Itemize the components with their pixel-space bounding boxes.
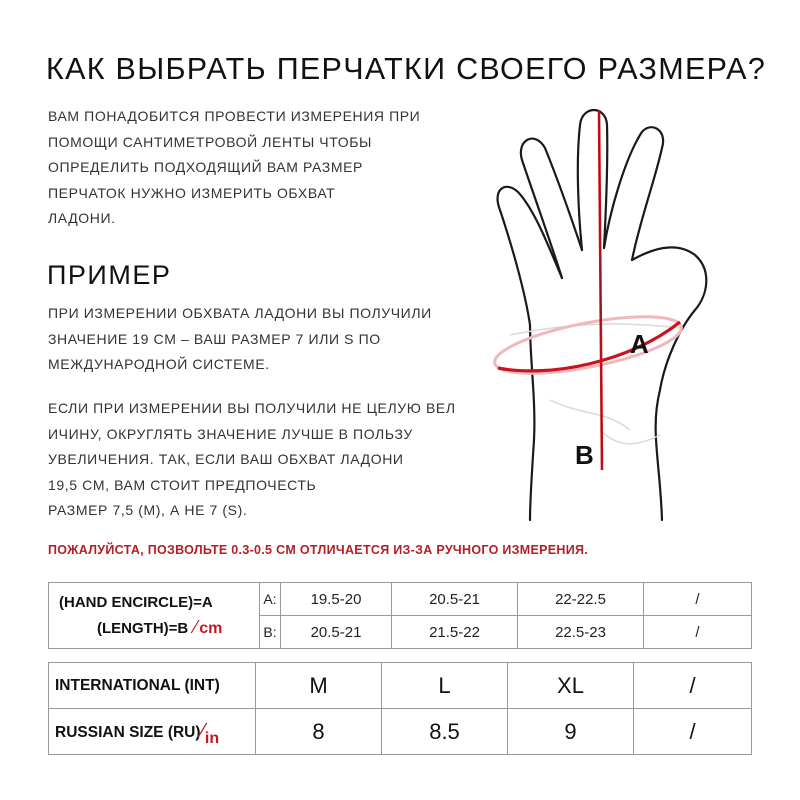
intro-line: ЛАДОНИ.	[48, 210, 116, 227]
table-cell: M	[256, 663, 382, 709]
unit-slash: ⁄	[194, 616, 198, 637]
intro-line: ВАМ ПОНАДОБИТСЯ ПРОВЕСТИ ИЗМЕРЕНИЯ ПРИ	[48, 108, 421, 124]
table-cell: 8.5	[382, 709, 508, 755]
measurement-table	[48, 582, 752, 649]
table-cell: /	[644, 616, 752, 649]
unit-cm-label: cm	[199, 619, 223, 637]
table-cell: 20.5-21	[281, 616, 392, 649]
table-cell: 19.5-20	[281, 583, 392, 616]
label-a: A	[630, 329, 649, 359]
table-cell: 22-22.5	[518, 583, 644, 616]
table-cell: /	[634, 663, 752, 709]
header-length-label: (LENGTH)=B	[97, 619, 189, 637]
unit-in-label: in	[204, 730, 220, 747]
table-cell: 9	[508, 709, 634, 755]
table-cell: 20.5-21	[392, 583, 518, 616]
table-cell: /	[644, 583, 752, 616]
table-cell: 8	[256, 709, 382, 755]
table-cell: XL	[508, 663, 634, 709]
table-row	[49, 709, 752, 755]
size-table	[48, 662, 752, 755]
paragraph-line: РАЗМЕР 7,5 (M), А НЕ 7 (S).	[48, 502, 248, 519]
example-paragraph-2	[48, 396, 456, 524]
russian-size-label: RUSSIAN SIZE (RU)	[55, 724, 201, 741]
unit-slash: ⁄	[201, 720, 205, 742]
measurement-header-cell	[49, 583, 260, 649]
hand-diagram	[490, 100, 760, 530]
measurement-note: ПОЖАЛУЙСТА, ПОЗВОЛЬТЕ 0.3-0.5 CM ОТЛИЧАЕТСЯ ИЗ-ЗА РУЧНОГО ИЗМЕРЕНИЯ.	[48, 543, 589, 557]
table-row	[49, 663, 752, 709]
paragraph-line: 19,5 CM, ВАМ СТОИТ ПРЕДПОЧЕСТЬ	[48, 476, 317, 493]
palm-creases	[510, 324, 680, 444]
paragraph-line: УВЕЛИЧЕНИЯ. ТАК, ЕСЛИ ВАШ ОБХВАТ ЛАДОНИ	[48, 451, 404, 468]
paragraph-line: ЗНАЧЕНИЕ 19 CM – ВАШ РАЗМЕР 7 ИЛИ S ПО	[48, 330, 381, 347]
paragraph-line: ПРИ ИЗМЕРЕНИИ ОБХВАТА ЛАДОНИ ВЫ ПОЛУЧИЛИ	[48, 305, 432, 321]
paragraph-line: ЕСЛИ ПРИ ИЗМЕРЕНИИ ВЫ ПОЛУЧИЛИ НЕ ЦЕЛУЮ ВЕЛ	[48, 400, 456, 416]
row-label-international: INTERNATIONAL (INT)	[49, 663, 256, 709]
table-cell: /	[634, 709, 752, 755]
intro-line: ПЕРЧАТОК НУЖНО ИЗМЕРИТЬ ОБХВАТ	[48, 184, 336, 201]
measure-a-line	[498, 322, 680, 371]
header-line-b	[59, 615, 259, 641]
intro-text	[48, 104, 420, 232]
example-paragraph-1	[48, 301, 432, 378]
table-row	[49, 583, 752, 616]
example-heading: ПРИМЕР	[47, 260, 172, 290]
page-title: КАК ВЫБРАТЬ ПЕРЧАТКИ СВОЕГО РАЗМЕРА?	[46, 52, 767, 86]
intro-line: ОПРЕДЕЛИТЬ ПОДХОДЯЩИЙ ВАМ РАЗМЕР	[48, 159, 363, 176]
header-line-a: (HAND ENCIRCLE)=A	[59, 593, 213, 611]
row-label-russian	[49, 709, 256, 755]
table-cell: 21.5-22	[392, 616, 518, 649]
table-cell: 22.5-23	[518, 616, 644, 649]
measure-a-back-arc	[491, 305, 686, 384]
label-b: B	[575, 440, 594, 470]
paragraph-line: ИЧИНУ, ОКРУГЛЯТЬ ЗНАЧЕНИЕ ЛУЧШЕ В ПОЛЬЗУ	[48, 425, 413, 442]
paragraph-line: МЕЖДУНАРОДНОЙ СИСТЕМЕ.	[48, 356, 270, 373]
intro-line: ПОМОЩИ САНТИМЕТРОВОЙ ЛЕНТЫ ЧТОБЫ	[48, 133, 373, 150]
row-label-a: A:	[260, 583, 281, 616]
table-cell: L	[382, 663, 508, 709]
row-label-b: B:	[260, 616, 281, 649]
